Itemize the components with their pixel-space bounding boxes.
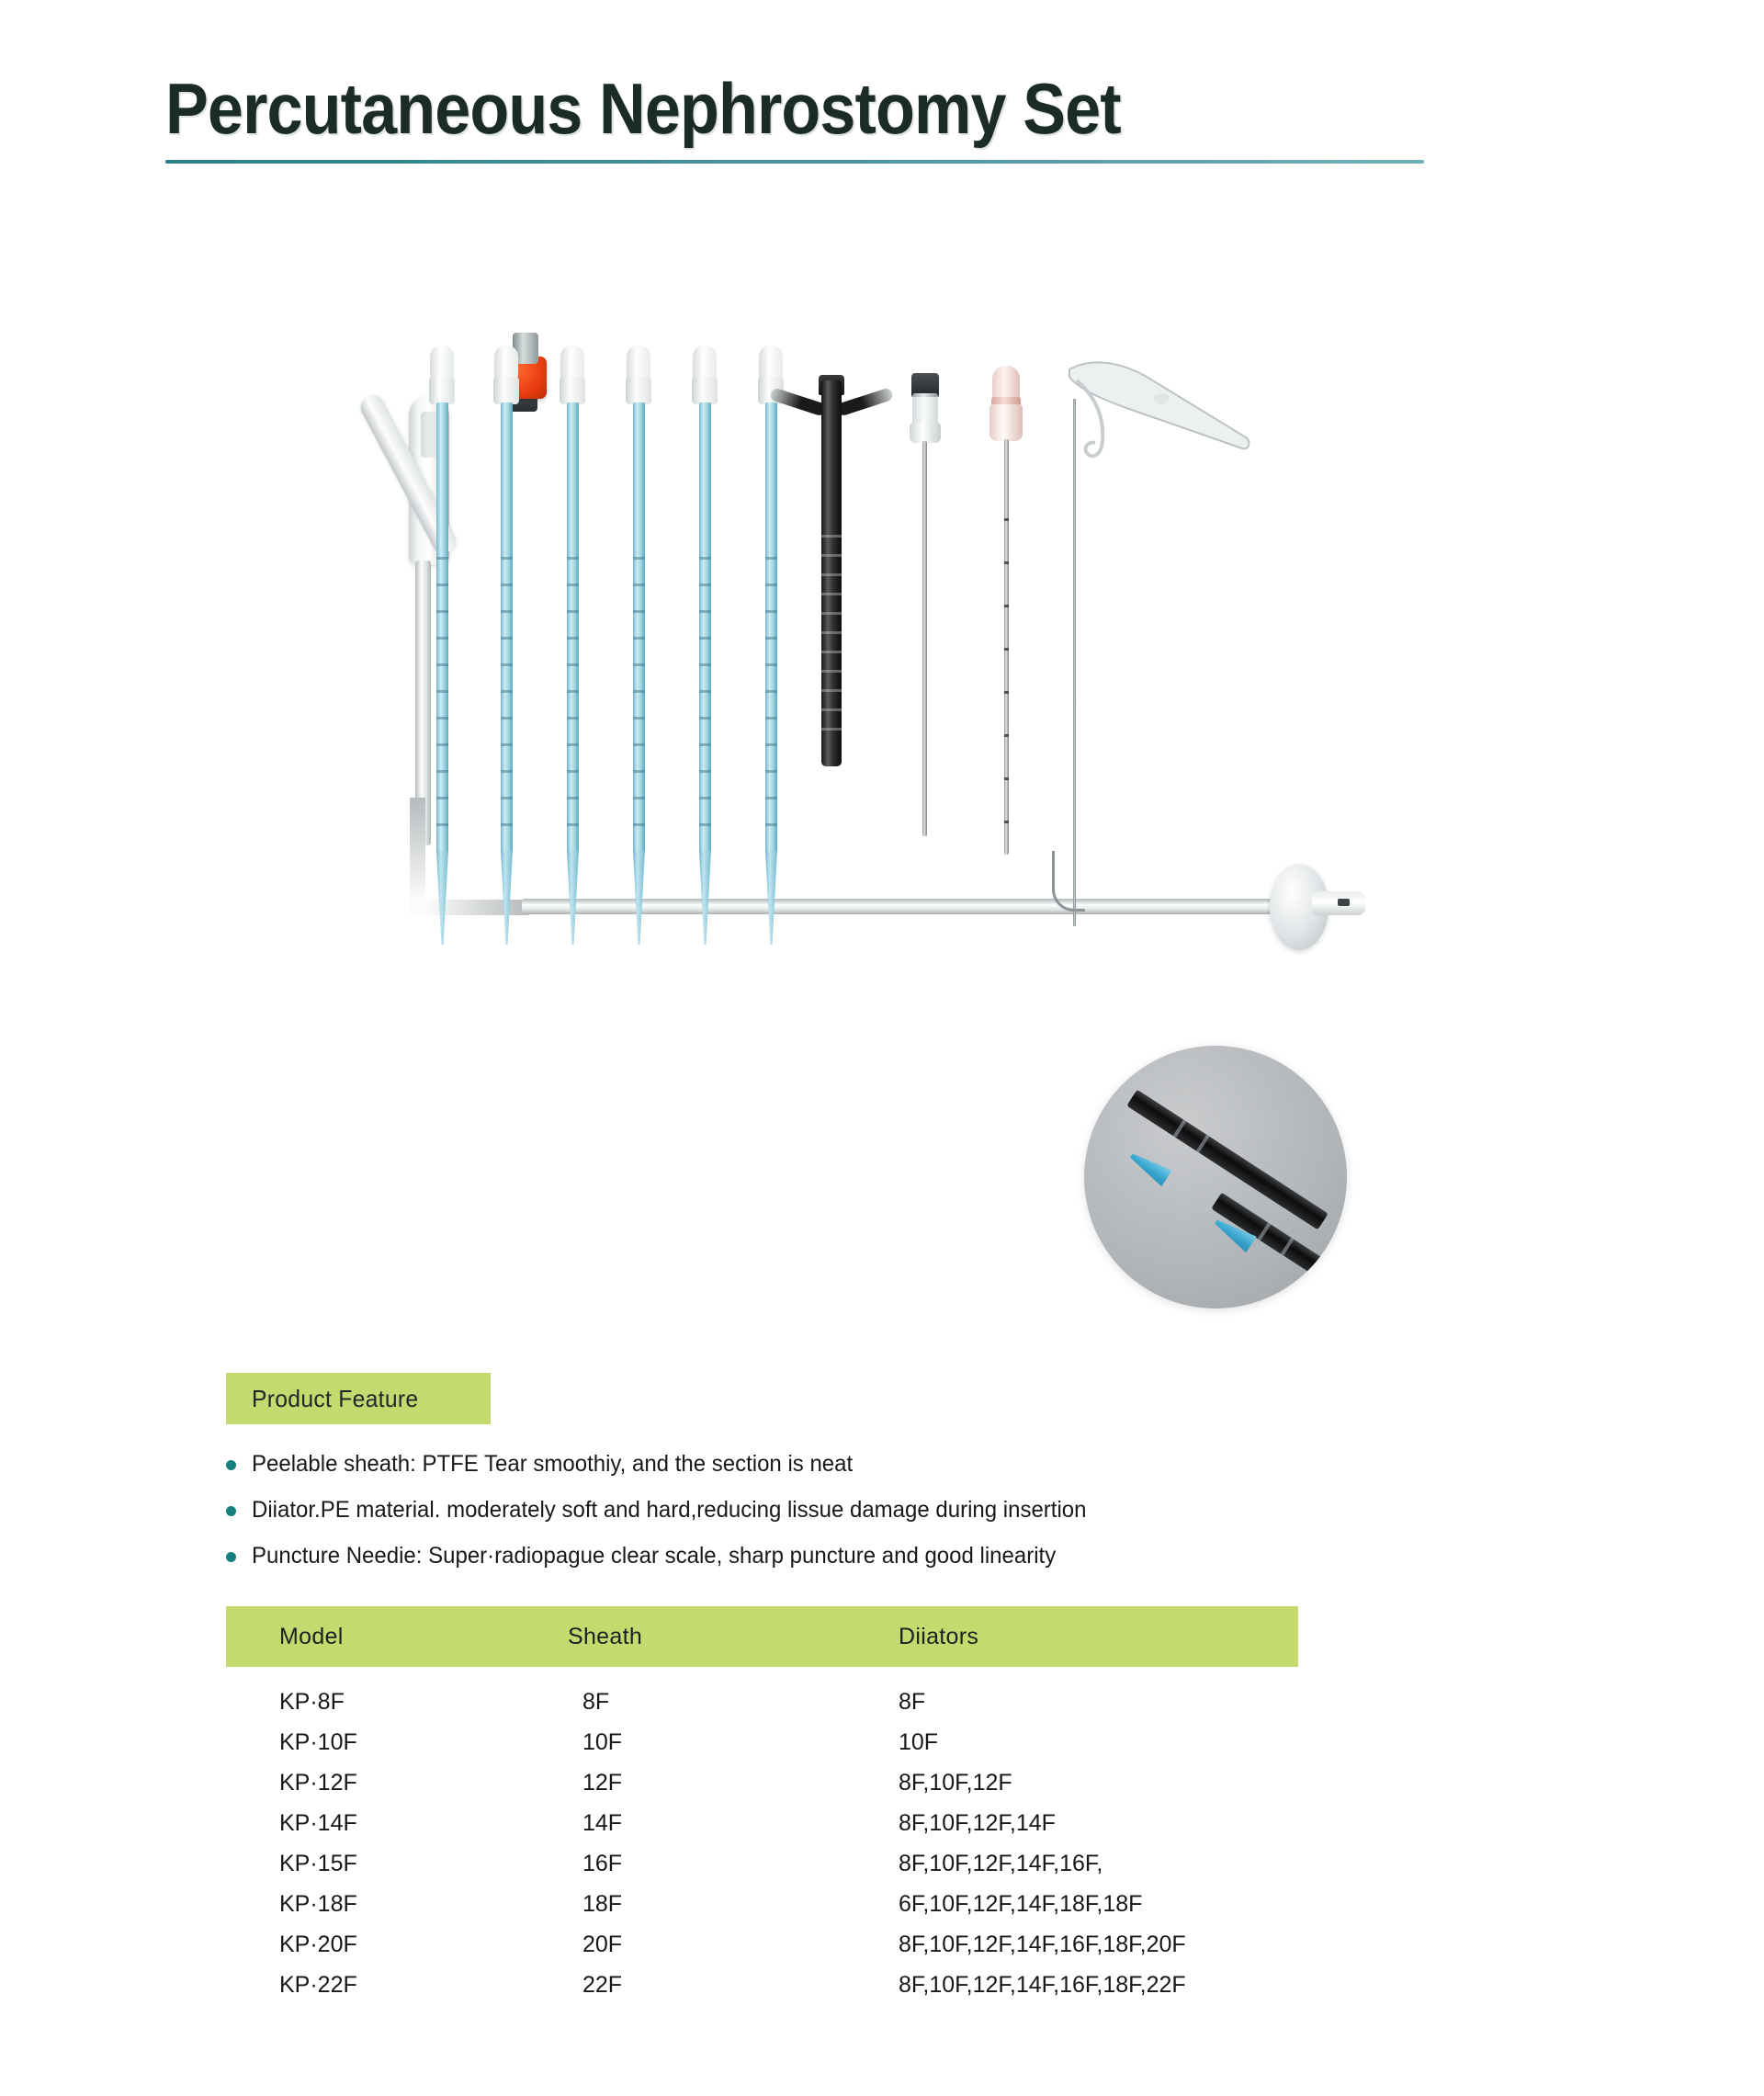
sheath-shaft <box>821 380 842 766</box>
dilator-cap-upper <box>560 346 584 379</box>
table-row <box>226 1924 1298 1965</box>
dilator-cap-lower <box>493 377 519 404</box>
cell-model: KP·10F <box>279 1728 357 1755</box>
inset-needle-upper-tip <box>1126 1148 1172 1187</box>
specification-table <box>226 1606 1298 2005</box>
guidewire-dispenser-handle <box>1062 357 1255 467</box>
cell-model: KP·14F <box>279 1809 357 1836</box>
needle-radiopaque-scale <box>1004 478 1009 845</box>
table-row <box>226 1843 1298 1884</box>
catheter-drainage-eye <box>1338 899 1350 906</box>
needle-hub-barrel <box>912 393 938 426</box>
column-header-sheath: Sheath <box>568 1623 643 1649</box>
bullet-dot-icon <box>226 1506 236 1516</box>
feature-item-text: Diiator.PE material. moderately soft and hard,reducing lissue damage during insertion <box>252 1497 1087 1523</box>
dilator-scale-markings <box>436 533 448 845</box>
cell-sheath: 12F <box>582 1769 623 1796</box>
table-row <box>226 1803 1298 1843</box>
feature-item-text: Peelable sheath: PTFE Tear smoothiy, and the section is neat <box>252 1451 854 1477</box>
product-feature-heading <box>226 1373 491 1424</box>
needle-hub-base <box>910 423 941 443</box>
inset-needle-lower <box>1211 1193 1347 1309</box>
cell-dilators: 8F,10F,12F,14F,16F,18F,20F <box>899 1931 1186 1957</box>
table-row <box>226 1965 1298 2005</box>
table-row <box>226 1762 1298 1803</box>
dilator-tapered-tip <box>633 851 645 945</box>
cell-sheath: 14F <box>582 1809 623 1836</box>
table-row <box>226 1722 1298 1762</box>
cell-sheath: 16F <box>582 1850 623 1876</box>
dilator-tapered-tip <box>567 851 579 945</box>
product-feature-list <box>226 1450 1420 1588</box>
dilator-scale-markings <box>765 533 777 845</box>
dilator-cap-upper <box>693 346 717 379</box>
cell-model: KP·15F <box>279 1850 357 1876</box>
cell-dilators: 8F,10F,12F <box>899 1769 1012 1796</box>
page-header <box>165 68 1488 164</box>
cell-dilators: 10F <box>899 1728 939 1755</box>
dilator-cap-upper <box>627 346 650 379</box>
cell-dilators: 8F,10F,12F,14F <box>899 1809 1056 1836</box>
bullet-dot-icon <box>226 1552 236 1562</box>
page-title: Percutaneous Nephrostomy Set <box>165 68 1121 149</box>
feature-item <box>226 1542 1420 1569</box>
cell-dilators: 8F <box>899 1688 926 1715</box>
dilator-cap-upper <box>430 346 454 379</box>
cell-dilators: 6F,10F,12F,14F,18F,18F <box>899 1890 1143 1917</box>
cell-sheath: 18F <box>582 1890 623 1917</box>
cell-model: KP·12F <box>279 1769 357 1796</box>
dilator-scale-markings <box>567 533 579 845</box>
needle-shaft <box>922 441 927 836</box>
cell-sheath: 8F <box>582 1688 610 1715</box>
product-photo <box>276 340 1452 1020</box>
guidewire-shaft <box>1073 399 1076 926</box>
dilator-cap-lower <box>429 377 455 404</box>
dilator-tapered-tip <box>436 851 448 945</box>
dilator-scale-markings <box>501 533 513 845</box>
table-body <box>226 1667 1298 2005</box>
feature-item <box>226 1496 1420 1524</box>
table-header-row <box>226 1606 1298 1667</box>
column-header-model: Model <box>279 1623 344 1649</box>
sheath-wing-right <box>836 387 894 416</box>
dilator-tapered-tip <box>765 851 777 945</box>
cell-model: KP·22F <box>279 1971 357 1998</box>
dilator-scale-markings <box>633 533 645 845</box>
cell-model: KP·18F <box>279 1890 357 1917</box>
dilator-cap-lower <box>560 377 585 404</box>
needle-tip-detail-inset <box>1084 1046 1347 1309</box>
dilator-cap-upper <box>759 346 783 379</box>
dilator-tapered-tip <box>699 851 711 945</box>
cell-dilators: 8F,10F,12F,14F,16F,18F,22F <box>899 1971 1186 1998</box>
dilator-cap-lower <box>626 377 651 404</box>
cell-model: KP·8F <box>279 1688 345 1715</box>
column-header-dilators: Diiators <box>899 1623 979 1649</box>
guidewire-j-tip <box>1052 851 1085 912</box>
dilator-scale-markings <box>699 533 711 845</box>
cell-sheath: 10F <box>582 1728 623 1755</box>
feature-item-text: Puncture Needie: Super·radiopague clear scale, sharp puncture and good linearity <box>252 1543 1057 1569</box>
needle-hub-base <box>989 404 1023 441</box>
cell-sheath: 22F <box>582 1971 623 1998</box>
table-row <box>226 1682 1298 1722</box>
dilator-cap-lower <box>692 377 718 404</box>
table-row <box>226 1884 1298 1924</box>
cell-dilators: 8F,10F,12F,14F,16F, <box>899 1850 1103 1876</box>
feature-item <box>226 1450 1420 1478</box>
bullet-dot-icon <box>226 1460 236 1470</box>
title-underline-rule <box>165 160 1424 164</box>
cell-model: KP·20F <box>279 1931 357 1957</box>
product-feature-heading-label: Product Feature <box>252 1384 419 1412</box>
cell-sheath: 20F <box>582 1931 623 1957</box>
dilator-cap-upper <box>494 346 518 379</box>
